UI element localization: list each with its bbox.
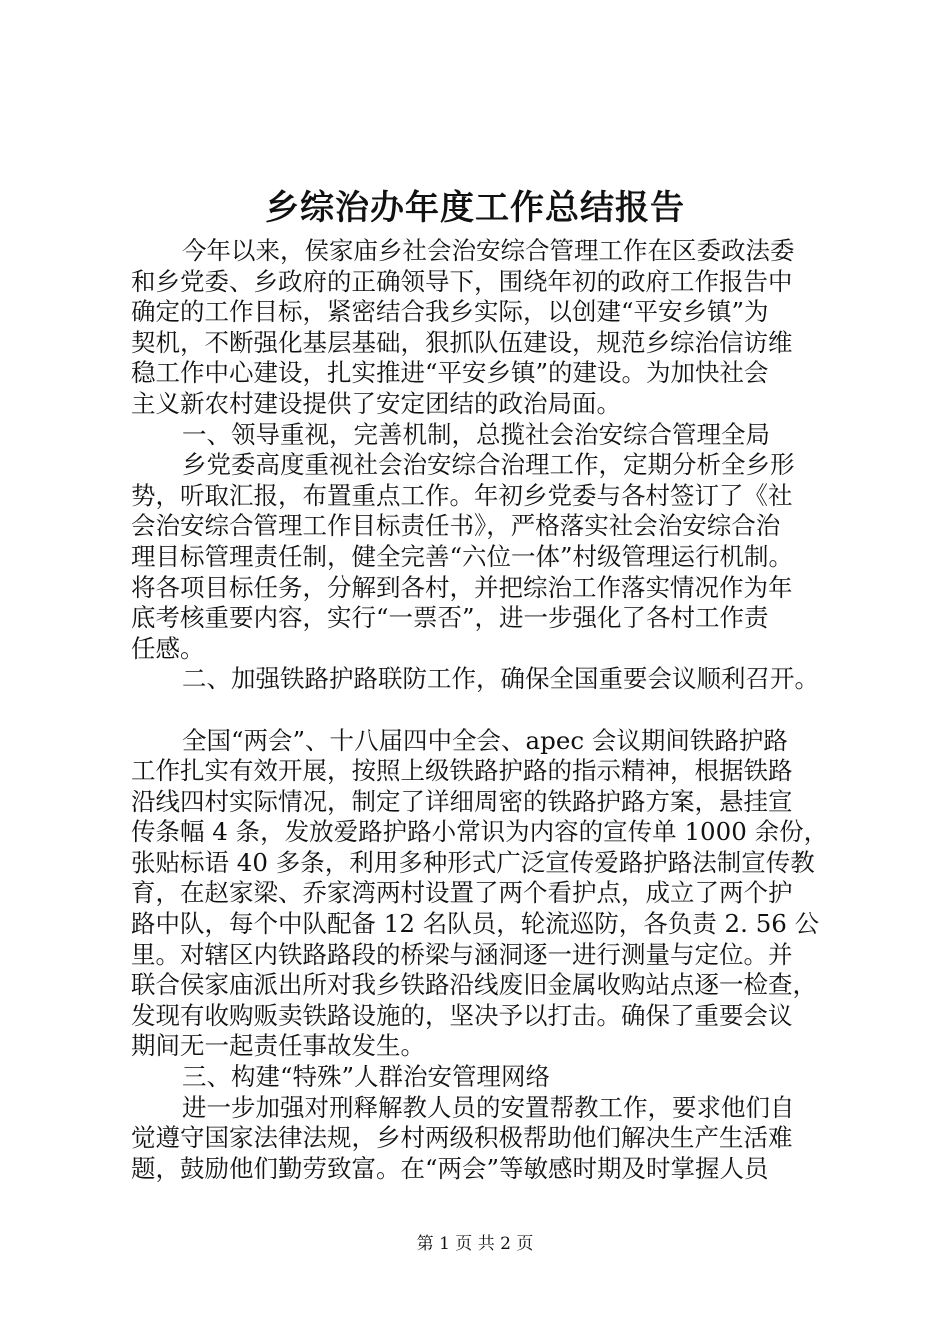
blank-line bbox=[131, 695, 831, 726]
paragraph-section-1-line: 乡党委高度重视社会治安综合治理工作，定期分析全乡形 bbox=[182, 450, 795, 480]
document-title: 乡综治办年度工作总结报告 bbox=[265, 188, 685, 228]
document-body bbox=[131, 236, 831, 1184]
paragraph-intro-line: 今年以来，侯家庙乡社会治安综合管理工作在区委政法委 bbox=[182, 236, 795, 265]
paragraph-section-3-line: 题，鼓励他们勤劳致富。在“两会”等敏感时期及时掌握人员 bbox=[131, 1153, 769, 1183]
paragraph-section-1-line: 会治安综合管理工作目标责任书》，严格落实社会治安综合治 bbox=[131, 511, 781, 541]
paragraph-section-1-line: 将各项目标任务，分解到各村，并把综治工作落实情况作为年 bbox=[131, 572, 793, 602]
paragraph-section-1-line: 势，听取汇报，布置重点工作。年初乡党委与各村签订了《社 bbox=[131, 480, 793, 510]
section-heading-1: 一、领导重视，完善机制，总揽社会治安综合管理全局 bbox=[182, 419, 770, 449]
paragraph-section-2-line: 育，在赵家梁、乔家湾两村设置了两个看护点，成立了两个护 bbox=[131, 878, 793, 908]
paragraph-section-2-line: 期间无一起责任事故发生。 bbox=[131, 1031, 425, 1061]
paragraph-intro-line: 确定的工作目标，紧密结合我乡实际，以创建“平安乡镇”为 bbox=[131, 297, 769, 327]
paragraph-section-2-line: 发现有收购贩卖铁路设施的，坚决予以打击。确保了重要会议 bbox=[131, 1000, 793, 1030]
paragraph-section-2-line: 全国“两会”、十八届四中全会、apec 会议期间铁路护路 bbox=[182, 725, 788, 755]
paragraph-intro-line: 稳工作中心建设，扎实推进“平安乡镇”的建设。为加快社会 bbox=[131, 358, 769, 388]
paragraph-section-2-line: 张贴标语 40 多条，利用多种形式广泛宣传爱路护路法制宣传教 bbox=[131, 847, 815, 877]
paragraph-section-2-line: 传条幅 4 条，发放爱路护路小常识为内容的宣传单 1000 余份， bbox=[131, 817, 829, 847]
paragraph-section-2-line: 联合侯家庙派出所对我乡铁路沿线废旧金属收购站点逐一检查， bbox=[131, 970, 817, 1000]
paragraph-section-1-line: 理目标管理责任制，健全完善“六位一体”村级管理运行机制。 bbox=[131, 541, 794, 571]
paragraph-section-2-line: 沿线四村实际情况，制定了详细周密的铁路护路方案，悬挂宣 bbox=[131, 786, 793, 816]
paragraph-intro-line: 契机，不断强化基层基础，狠抓队伍建设，规范乡综治信访维 bbox=[131, 327, 793, 357]
paragraph-section-2-line: 里。对辖区内铁路路段的桥梁与涵洞逐一进行测量与定位。并 bbox=[131, 939, 793, 969]
page-number-footer: 第 1 页 共 2 页 bbox=[416, 1234, 534, 1254]
paragraph-section-3-line: 进一步加强对刑释解教人员的安置帮教工作，要求他们自 bbox=[182, 1092, 795, 1122]
paragraph-section-2-line: 路中队，每个中队配备 12 名队员，轮流巡防，各负责 2. 56 公 bbox=[131, 909, 820, 939]
paragraph-section-1-line: 底考核重要内容，实行“一票否”，进一步强化了各村工作责 bbox=[131, 603, 769, 633]
paragraph-section-3-line: 觉遵守国家法律法规，乡村两级积极帮助他们解决生产生活难 bbox=[131, 1123, 793, 1153]
paragraph-intro-line: 和乡党委、乡政府的正确领导下，围绕年初的政府工作报告中 bbox=[131, 266, 793, 296]
paragraph-intro-line: 主义新农村建设提供了安定团结的政治局面。 bbox=[131, 388, 621, 418]
paragraph-section-2-line: 工作扎实有效开展，按照上级铁路护路的指示精神，根据铁路 bbox=[131, 756, 793, 786]
paragraph-section-1-line: 任感。 bbox=[131, 633, 205, 663]
section-heading-3: 三、构建“特殊”人群治安管理网络 bbox=[182, 1062, 551, 1092]
section-heading-2: 二、加强铁路护路联防工作，确保全国重要会议顺利召开。 bbox=[182, 664, 819, 694]
